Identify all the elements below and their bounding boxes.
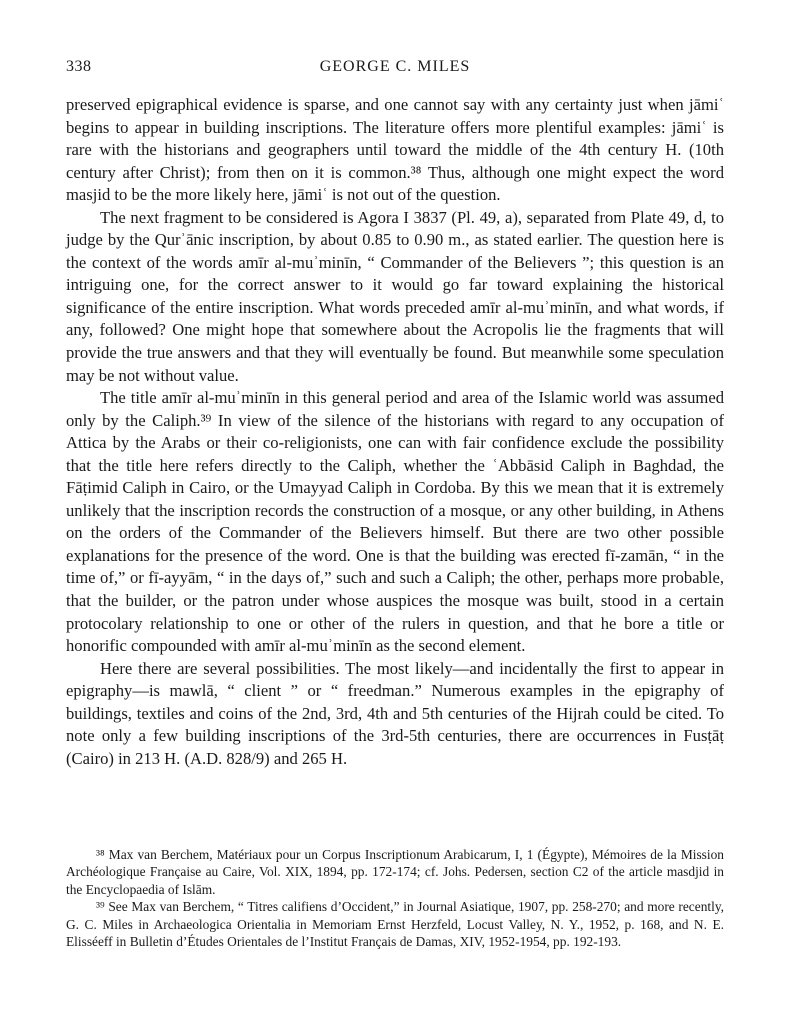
paragraph-4: Here there are several possibilities. The most likely—and incidentally the first to appear in epigraphy—is mawlā, “ client ” or “ freedman.” Numerous examples in the epigraphy of buildings, textiles and coins of the 2nd, 3rd, 4th and 5th centuries of the Hijrah could be cited. To note only a few building inscriptions of the 3rd-5th centuries, there are occurrences in Fusṭāṭ (Cairo) in 213 H. (A.D. 828/9) and 265 H. <box>66 658 724 768</box>
paragraph-2: The next fragment to be considered is Agora I 3837 (Pl. 49, a), separated from Plate 49, d, to judge by the Qurʾānic inscription, by about 0.85 to 0.90 m., as stated earlier. The question here is the context of the words amīr al-muʾminīn, “ Commander of the Believers ”; this question is an intriguing one, for the correct answer to it would go far toward explaining the historical significance of the entire inscription. What words preceded amīr al-muʾminīn, and what words, if any, followed? One might hope that somewhere about the Acropolis lie the fragments that will provide the true answers and that they will eventually be found. But meanwhile some speculation may be not without value. <box>66 207 724 385</box>
footnote-38: ³⁸ Max van Berchem, Matériaux pour un Corpus Inscriptionum Arabicarum, I, 1 (Égypte), Mémoires de la Mission Archéologique Française au Caire, Vol. XIX, 1894, pp. 172-174; cf. Johs. Pedersen, section C2 of the article masdjid in the Encyclopaedia of Islām. <box>66 847 724 897</box>
running-title: GEORGE C. MILES <box>319 58 471 75</box>
page-number: 338 <box>66 58 92 75</box>
running-header <box>66 58 724 82</box>
paragraph-1: preserved epigraphical evidence is sparse, and one cannot say with any certainty just when jāmiʿ begins to appear in building inscriptions. The literature offers more plentiful examples: jāmiʿ is rare with the historians and geographers until toward the middle of the 4th century H. (10th century after Christ); from then on it is common.³⁸ Thus, although one might expect the word masjid to be the more likely here, jāmiʿ is not out of the question. <box>66 95 724 205</box>
main-text <box>66 94 724 770</box>
footnote-39: ³⁹ See Max van Berchem, “ Titres califiens d’Occident,” in Journal Asiatique, 1907, pp. 258-270; and more recently, G. C. Miles in Archaeologica Orientalia in Memoriam Ernst Herzfeld, Locust Valley, N. Y., 1952, p. 168, and N. E. Elisséeff in Bulletin d’Études Orientales de l’Institut Français de Damas, XIV, 1952-1954, pp. 192-193. <box>66 899 724 950</box>
footnotes <box>66 846 724 950</box>
paragraph-3: The title amīr al-muʾminīn in this general period and area of the Islamic world was assumed only by the Caliph.³⁹ In view of the silence of the historians with regard to any occupation of Attica by the Arabs or their co-religionists, one can with fair confidence exclude the possibility that the title here refers directly to the Caliph, whether the ʿAbbāsid Caliph in Baghdad, the Fāṭimid Caliph in Cairo, or the Umayyad Caliph in Cordoba. By this we mean that it is extremely unlikely that the inscription records the construction of a mosque, or any other building, in Athens on the orders of the Commander of the Believers himself. But there are two other possible explanations for the presence of the word. One is that the building was erected fī-zamān, “ in the time of,” or fī-ayyām, “ in the days of,” such and such a Caliph; the other, perhaps more probable, that the builder, or the patron under whose auspices the mosque was built, stood in a certain protocolary relationship to one or other of the rulers in question, and that he bore a title or honorific compounded with amīr al-muʾminīn as the second element. <box>66 388 724 656</box>
